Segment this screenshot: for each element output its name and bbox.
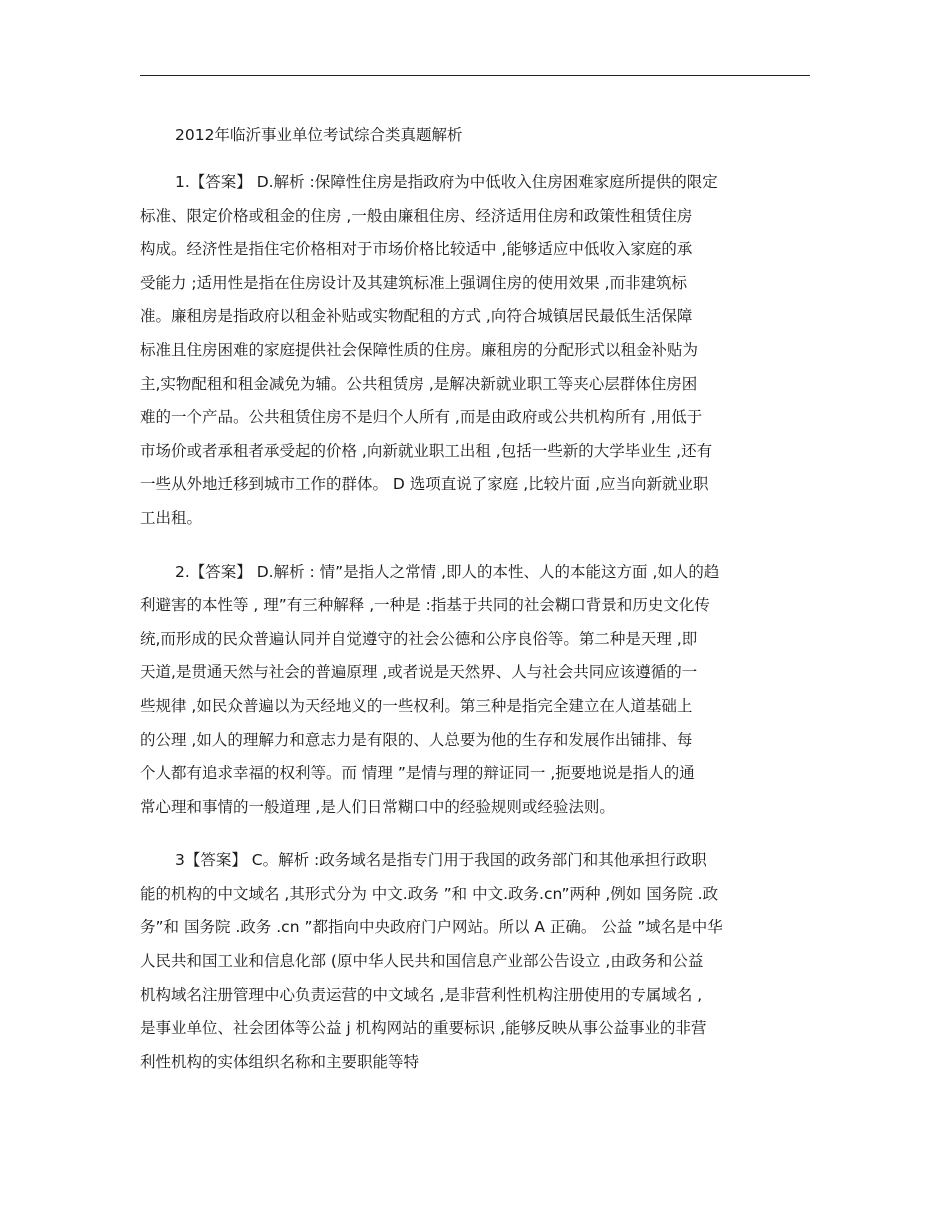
text-line: 准。廉租房是指政府以租金补贴或实物配租的方式 ,向符合城镇居民最低生活保障 [140,307,693,326]
text-line: 天道,是贯通天然与社会的普遍原理 ,或者说是天然界、人与社会共同应该遵循的一 [140,663,698,682]
text-line: 难的一个产品。公共租赁住房不是归个人所有 ,而是由政府或公共机构所有 ,用低于 [140,408,703,427]
text-line: 工出租。 [140,508,203,527]
text-line: 市场价或者承租者承受起的价格 ,向新就业职工出租 ,包括一些新的大学毕业生 ,还有 [140,441,713,460]
text-line: 标准且住房困难的家庭提供社会保障性质的住房。廉租房的分配形式以租金补贴为 [140,340,699,359]
document-body [140,124,810,1099]
text-line: 主,实物配租和租金减免为辅。公共租赁房 ,是解决新就业职工等夹心层群体住房困 [140,374,698,393]
text-line: 2.【答案】 D.解析 : 情”是指人之常情 ,即人的本性、人的本能这方面 ,如人的趋 [175,562,720,581]
text-line: 利避害的本性等 , 理”有三种解释 ,一种是 :指基于共同的社会糊口背景和历史文化传 [140,596,710,615]
text-line: 人民共和国工业和信息化部 (原中华人民共和国信息产业部公告设立 ,由政务和公益 [140,952,704,971]
text-line: 常心理和事情的一般道理 ,是人们日常糊口中的经验规则或经验法则。 [140,797,615,816]
document-title: 2012年临沂事业单位考试综合类真题解析 [175,126,463,144]
text-line: 个人都有追求幸福的权利等。而 情理 ”是情与理的辩证同一 ,扼要地说是指人的通 [140,764,695,783]
text-line: 受能力 ;适用性是指在住房设计及其建筑标准上强调住房的使用效果 ,而非建筑标 [140,273,688,292]
text-line: 统,而形成的民众普遍认同并自觉遵守的社会公德和公序良俗等。第二种是天理 ,即 [140,629,698,648]
paragraph-1 [140,166,810,536]
header-rule [140,75,810,76]
text-line: 构成。经济性是指住宅价格相对于市场价格比较适中 ,能够适应中低收入家庭的承 [140,240,693,259]
paragraph-list [140,166,810,1079]
text-line: 是事业单位、社会团体等公益 j 机构网站的重要标识 ,能够反映从事公益事业的非营 [140,1019,707,1038]
text-line: 些规律 ,如民众普遍以为天经地义的一些权利。第三种是指完全建立在人道基础上 [140,696,693,715]
text-line: 1.【答案】 D.解析 :保障性住房是指政府为中低收入住房困难家庭所提供的限定 [175,173,718,191]
paragraph-2 [140,556,810,825]
text-line: 机构域名注册管理中心负责运营的中文域名 ,是非营利性机构注册使用的专属域名 , [140,985,703,1004]
text-line: 一些从外地迁移到城市工作的群体。 D 选项直说了家庭 ,比较片面 ,应当向新就业职 [140,475,709,494]
text-line: 3【答案】 C。解析 :政务域名是指专门用于我国的政务部门和其他承担行政职 [175,851,707,870]
text-line: 的公理 ,如人的理解力和意志力是有限的、人总要为他的生存和发展作出铺排、每 [140,730,693,749]
text-line: 务”和 国务院 .政务 .cn ”都指向中央政府门户网站。所以 A 正确。 公益 ”域名是中华 [140,918,723,937]
text-line: 能的机构的中文域名 ,其形式分为 中文.政务 ”和 中文.政务.cn”两种 ,例如 国务院 .政 [140,884,719,903]
text-line: 利性机构的实体组织名称和主要职能等特 [140,1052,420,1071]
paragraph-3 [140,844,810,1079]
text-line: 标准、限定价格或租金的住房 ,一般由廉租住房、经济适用住房和政策性租赁住房 [140,206,693,225]
